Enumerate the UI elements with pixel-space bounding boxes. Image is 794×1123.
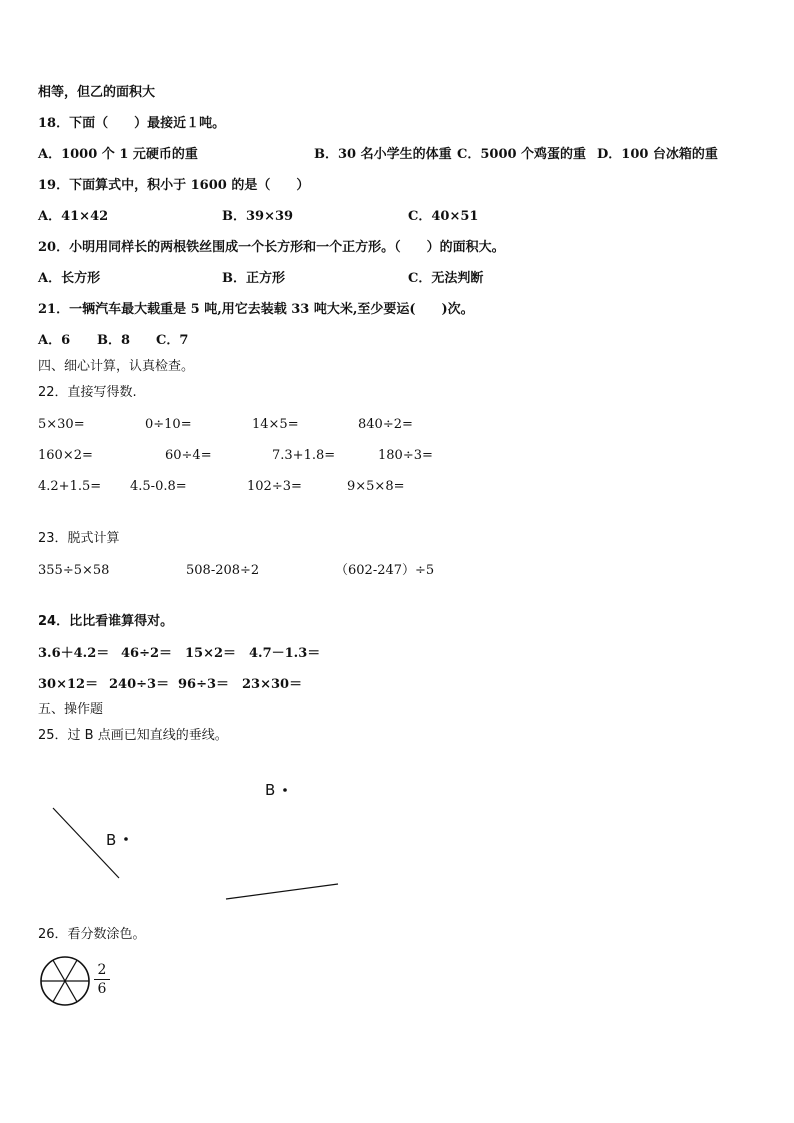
question-19-option-a: A．41×42 bbox=[38, 209, 109, 224]
question-18-option-c: C．5000 个鸡蛋的重 bbox=[457, 147, 587, 162]
q24-expression: 15×2＝ bbox=[185, 646, 237, 661]
question-21-option-c: C．7 bbox=[156, 333, 189, 348]
question-20-option-a: A．长方形 bbox=[38, 271, 101, 286]
q22-expression: 0÷10= bbox=[145, 417, 192, 432]
q24-expression: 30×12＝ bbox=[38, 677, 99, 692]
question-20-option-b: B．正方形 bbox=[222, 271, 285, 286]
point-b-dot bbox=[283, 788, 287, 792]
q22-expression: 102÷3= bbox=[247, 479, 302, 494]
question-21-option-b: B．8 bbox=[97, 333, 131, 348]
q22-expression: 60÷4= bbox=[165, 448, 212, 463]
q22-expression: 160×2= bbox=[38, 448, 93, 463]
fraction-two-sixths bbox=[94, 962, 110, 997]
q22-expression: 9×5×8= bbox=[347, 479, 405, 494]
q22-expression: 7.3+1.8= bbox=[272, 448, 336, 463]
point-b-dot bbox=[124, 837, 128, 841]
question-19-stem: 19．下面算式中，积小于 1600 的是（ ） bbox=[38, 178, 310, 193]
question-21-option-a: A．6 bbox=[38, 333, 71, 348]
question-19-option-c: C．40×51 bbox=[408, 209, 479, 224]
q24-expression: 3.6＋4.2＝ bbox=[38, 646, 110, 661]
fraction-bar bbox=[94, 979, 110, 980]
fraction-denominator: 6 bbox=[97, 981, 107, 997]
given-line-2 bbox=[226, 884, 338, 899]
point-b-label: B bbox=[265, 781, 276, 799]
q23-expression: 508-208÷2 bbox=[186, 563, 260, 578]
question-21-stem: 21．一辆汽车最大载重是 5 吨,用它去装载 33 吨大米,至少要运( )次。 bbox=[38, 302, 474, 317]
q24-expression: 46÷2＝ bbox=[121, 646, 173, 661]
q24-expression: 23×30＝ bbox=[242, 677, 303, 692]
q22-expression: 4.2+1.5= bbox=[38, 479, 102, 494]
question-25-stem: 25．过 B 点画已知直线的垂线。 bbox=[38, 728, 228, 743]
q22-expression: 4.5-0.8= bbox=[130, 479, 187, 494]
continued-answer-text: 相等，但乙的面积大 bbox=[38, 85, 156, 100]
question-19-option-b: B．39×39 bbox=[222, 209, 294, 224]
question-23-stem: 23．脱式计算 bbox=[38, 531, 120, 546]
fraction-numerator: 2 bbox=[97, 962, 107, 978]
q22-expression: 180÷3= bbox=[378, 448, 433, 463]
question-20-stem: 20．小明用同样长的两根铁丝围成一个长方形和一个正方形。（ ）的面积大。 bbox=[38, 240, 505, 255]
q22-expression: 840÷2= bbox=[358, 417, 413, 432]
question-20-option-c: C．无法判断 bbox=[408, 271, 484, 286]
q22-expression: 5×30= bbox=[38, 417, 85, 432]
section-4-heading: 四、细心计算，认真检查。 bbox=[38, 359, 195, 374]
q24-expression: 240÷3＝ bbox=[109, 677, 170, 692]
question-22-stem: 22．直接写得数. bbox=[38, 385, 137, 400]
question-18-option-d: D．100 台冰箱的重 bbox=[597, 147, 718, 162]
q23-expression: （602-247）÷5 bbox=[335, 563, 435, 578]
question-24-stem: 24．比比看谁算得对。 bbox=[38, 614, 174, 629]
question-26-stem: 26．看分数涂色。 bbox=[38, 927, 146, 942]
fraction-circle bbox=[41, 957, 89, 1005]
q22-expression: 14×5= bbox=[252, 417, 299, 432]
q23-expression: 355÷5×58 bbox=[38, 563, 110, 578]
q24-expression: 96÷3＝ bbox=[178, 677, 230, 692]
point-b-label: B bbox=[106, 831, 117, 849]
question-18-option-a: A．1000 个 1 元硬币的重 bbox=[38, 147, 198, 162]
question-18-option-b: B．30 名小学生的体重 bbox=[314, 147, 452, 162]
question-18-stem: 18．下面（ ）最接近１吨。 bbox=[38, 116, 226, 131]
section-5-heading: 五、操作题 bbox=[38, 702, 104, 717]
q24-expression: 4.7－1.3＝ bbox=[249, 646, 321, 661]
